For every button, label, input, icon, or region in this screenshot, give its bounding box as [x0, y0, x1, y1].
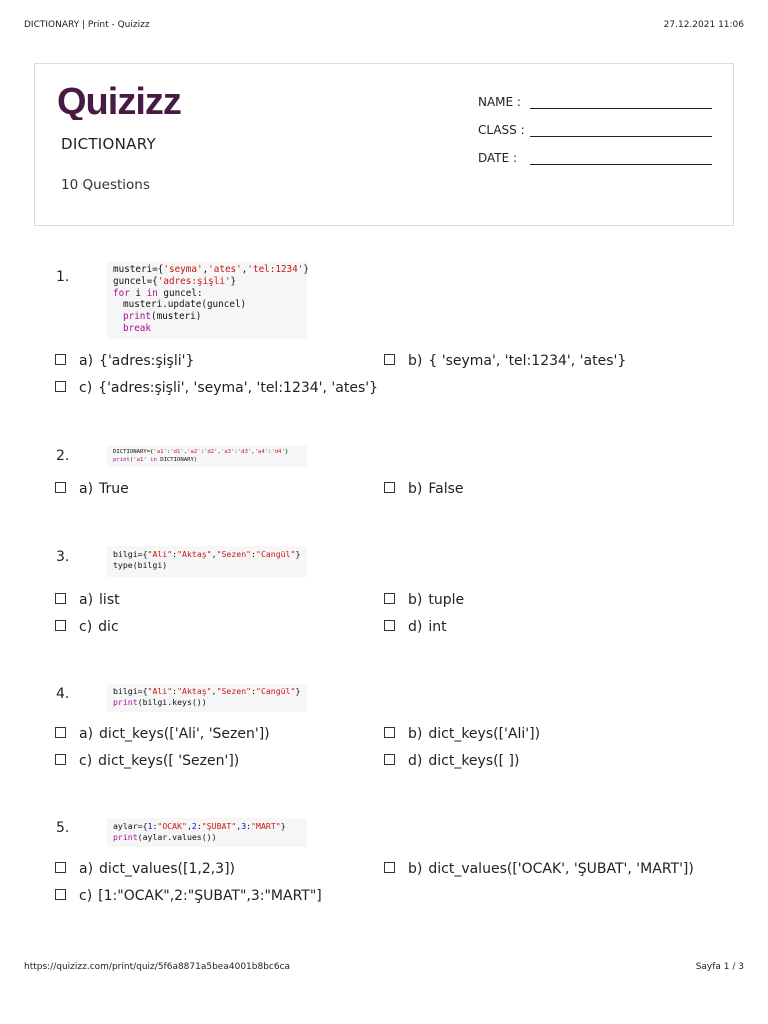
code-snippet: bilgi={"Ali":"Aktaş","Sezen":"Cangül"} type(bilgi) [107, 546, 307, 577]
option-text: True [99, 481, 129, 497]
code-snippet: musteri={'seyma','ates','tel:1234'} guncel={'adres:şişli'} for i in guncel: musteri.update(guncel) print(musteri) break [107, 262, 307, 339]
checkbox-icon[interactable] [384, 354, 395, 365]
date-line [530, 164, 712, 165]
option-letter: b) [408, 861, 423, 877]
option-text: tuple [428, 592, 465, 608]
checkbox-icon[interactable] [384, 593, 395, 604]
date-label: DATE : [478, 151, 518, 165]
quiz-title: DICTIONARY [61, 135, 156, 153]
option-letter: d) [408, 753, 423, 769]
quiz-header-card [34, 63, 734, 226]
option-text: False [428, 481, 464, 497]
code-snippet: bilgi={"Ali":"Aktaş","Sezen":"Cangül"} print(bilgi.keys()) [107, 684, 307, 712]
checkbox-icon[interactable] [384, 620, 395, 631]
name-field [478, 95, 528, 109]
question-number: 5. [56, 820, 70, 836]
option-letter: a) [79, 592, 94, 608]
class-field [478, 123, 528, 137]
checkbox-icon[interactable] [55, 754, 66, 765]
class-label: CLASS : [478, 123, 525, 137]
option-letter: c) [79, 619, 93, 635]
checkbox-icon[interactable] [384, 754, 395, 765]
option-text: int [428, 619, 447, 635]
option-text: [1:"OCAK",2:"ŞUBAT",3:"MART"] [98, 888, 322, 904]
page-indicator: Sayfa 1 / 3 [695, 962, 744, 972]
option-letter: b) [408, 353, 423, 369]
print-header-title: DICTIONARY | Print - Quizizz [24, 20, 150, 30]
code-snippet: DICTIONARY={'a1':'d1','a2':'d2','a3':'d3','a4':'d4'} print('a1' in DICTIONARY) [107, 446, 307, 467]
print-header-timestamp: 27.12.2021 11:06 [663, 20, 744, 30]
svg-text:Quizizz: Quizizz [57, 81, 181, 120]
option-letter: c) [79, 753, 93, 769]
checkbox-icon[interactable] [55, 620, 66, 631]
option-text: dict_keys([ 'Sezen']) [98, 753, 240, 769]
option-letter: b) [408, 592, 423, 608]
checkbox-icon[interactable] [55, 727, 66, 738]
quizizz-logo [57, 80, 197, 124]
option-letter: a) [79, 726, 94, 742]
class-line [530, 136, 712, 137]
checkbox-icon[interactable] [55, 354, 66, 365]
option-text: dict_keys(['Ali']) [428, 726, 541, 742]
checkbox-icon[interactable] [55, 889, 66, 900]
checkbox-icon[interactable] [384, 482, 395, 493]
option-letter: b) [408, 481, 423, 497]
checkbox-icon[interactable] [55, 593, 66, 604]
option-text: dict_values([1,2,3]) [99, 861, 236, 877]
name-label: NAME : [478, 95, 521, 109]
option-letter: b) [408, 726, 423, 742]
checkbox-icon[interactable] [55, 862, 66, 873]
option-letter: d) [408, 619, 423, 635]
question-count: 10 Questions [61, 177, 150, 193]
question-number: 1. [56, 269, 70, 285]
option-text: list [99, 592, 120, 608]
option-text: dict_values(['OCAK', 'ŞUBAT', 'MART']) [428, 861, 694, 877]
option-letter: c) [79, 888, 93, 904]
quizizz-logo-icon [57, 80, 197, 120]
checkbox-icon[interactable] [384, 727, 395, 738]
option-text: {'adres:şişli', 'seyma', 'tel:1234', 'ates'} [98, 380, 378, 396]
option-letter: a) [79, 481, 94, 497]
checkbox-icon[interactable] [55, 381, 66, 392]
question-number: 4. [56, 686, 70, 702]
option-text: dic [98, 619, 119, 635]
name-line [530, 108, 712, 109]
option-text: dict_keys([ ]) [428, 753, 520, 769]
date-field [478, 151, 528, 165]
option-letter: a) [79, 353, 94, 369]
checkbox-icon[interactable] [55, 482, 66, 493]
checkbox-icon[interactable] [384, 862, 395, 873]
option-text: { 'seyma', 'tel:1234', 'ates'} [428, 353, 627, 369]
option-letter: c) [79, 380, 93, 396]
option-letter: a) [79, 861, 94, 877]
question-number: 2. [56, 448, 70, 464]
print-footer-url[interactable]: https://quizizz.com/print/quiz/5f6a8871a5bea4001b8bc6ca [24, 962, 291, 972]
question-number: 3. [56, 549, 70, 565]
option-text: dict_keys(['Ali', 'Sezen']) [99, 726, 270, 742]
option-text: {'adres:şişli'} [99, 353, 195, 369]
code-snippet: aylar={1:"OCAK",2:"ŞUBAT",3:"MART"} print(aylar.values()) [107, 818, 307, 847]
